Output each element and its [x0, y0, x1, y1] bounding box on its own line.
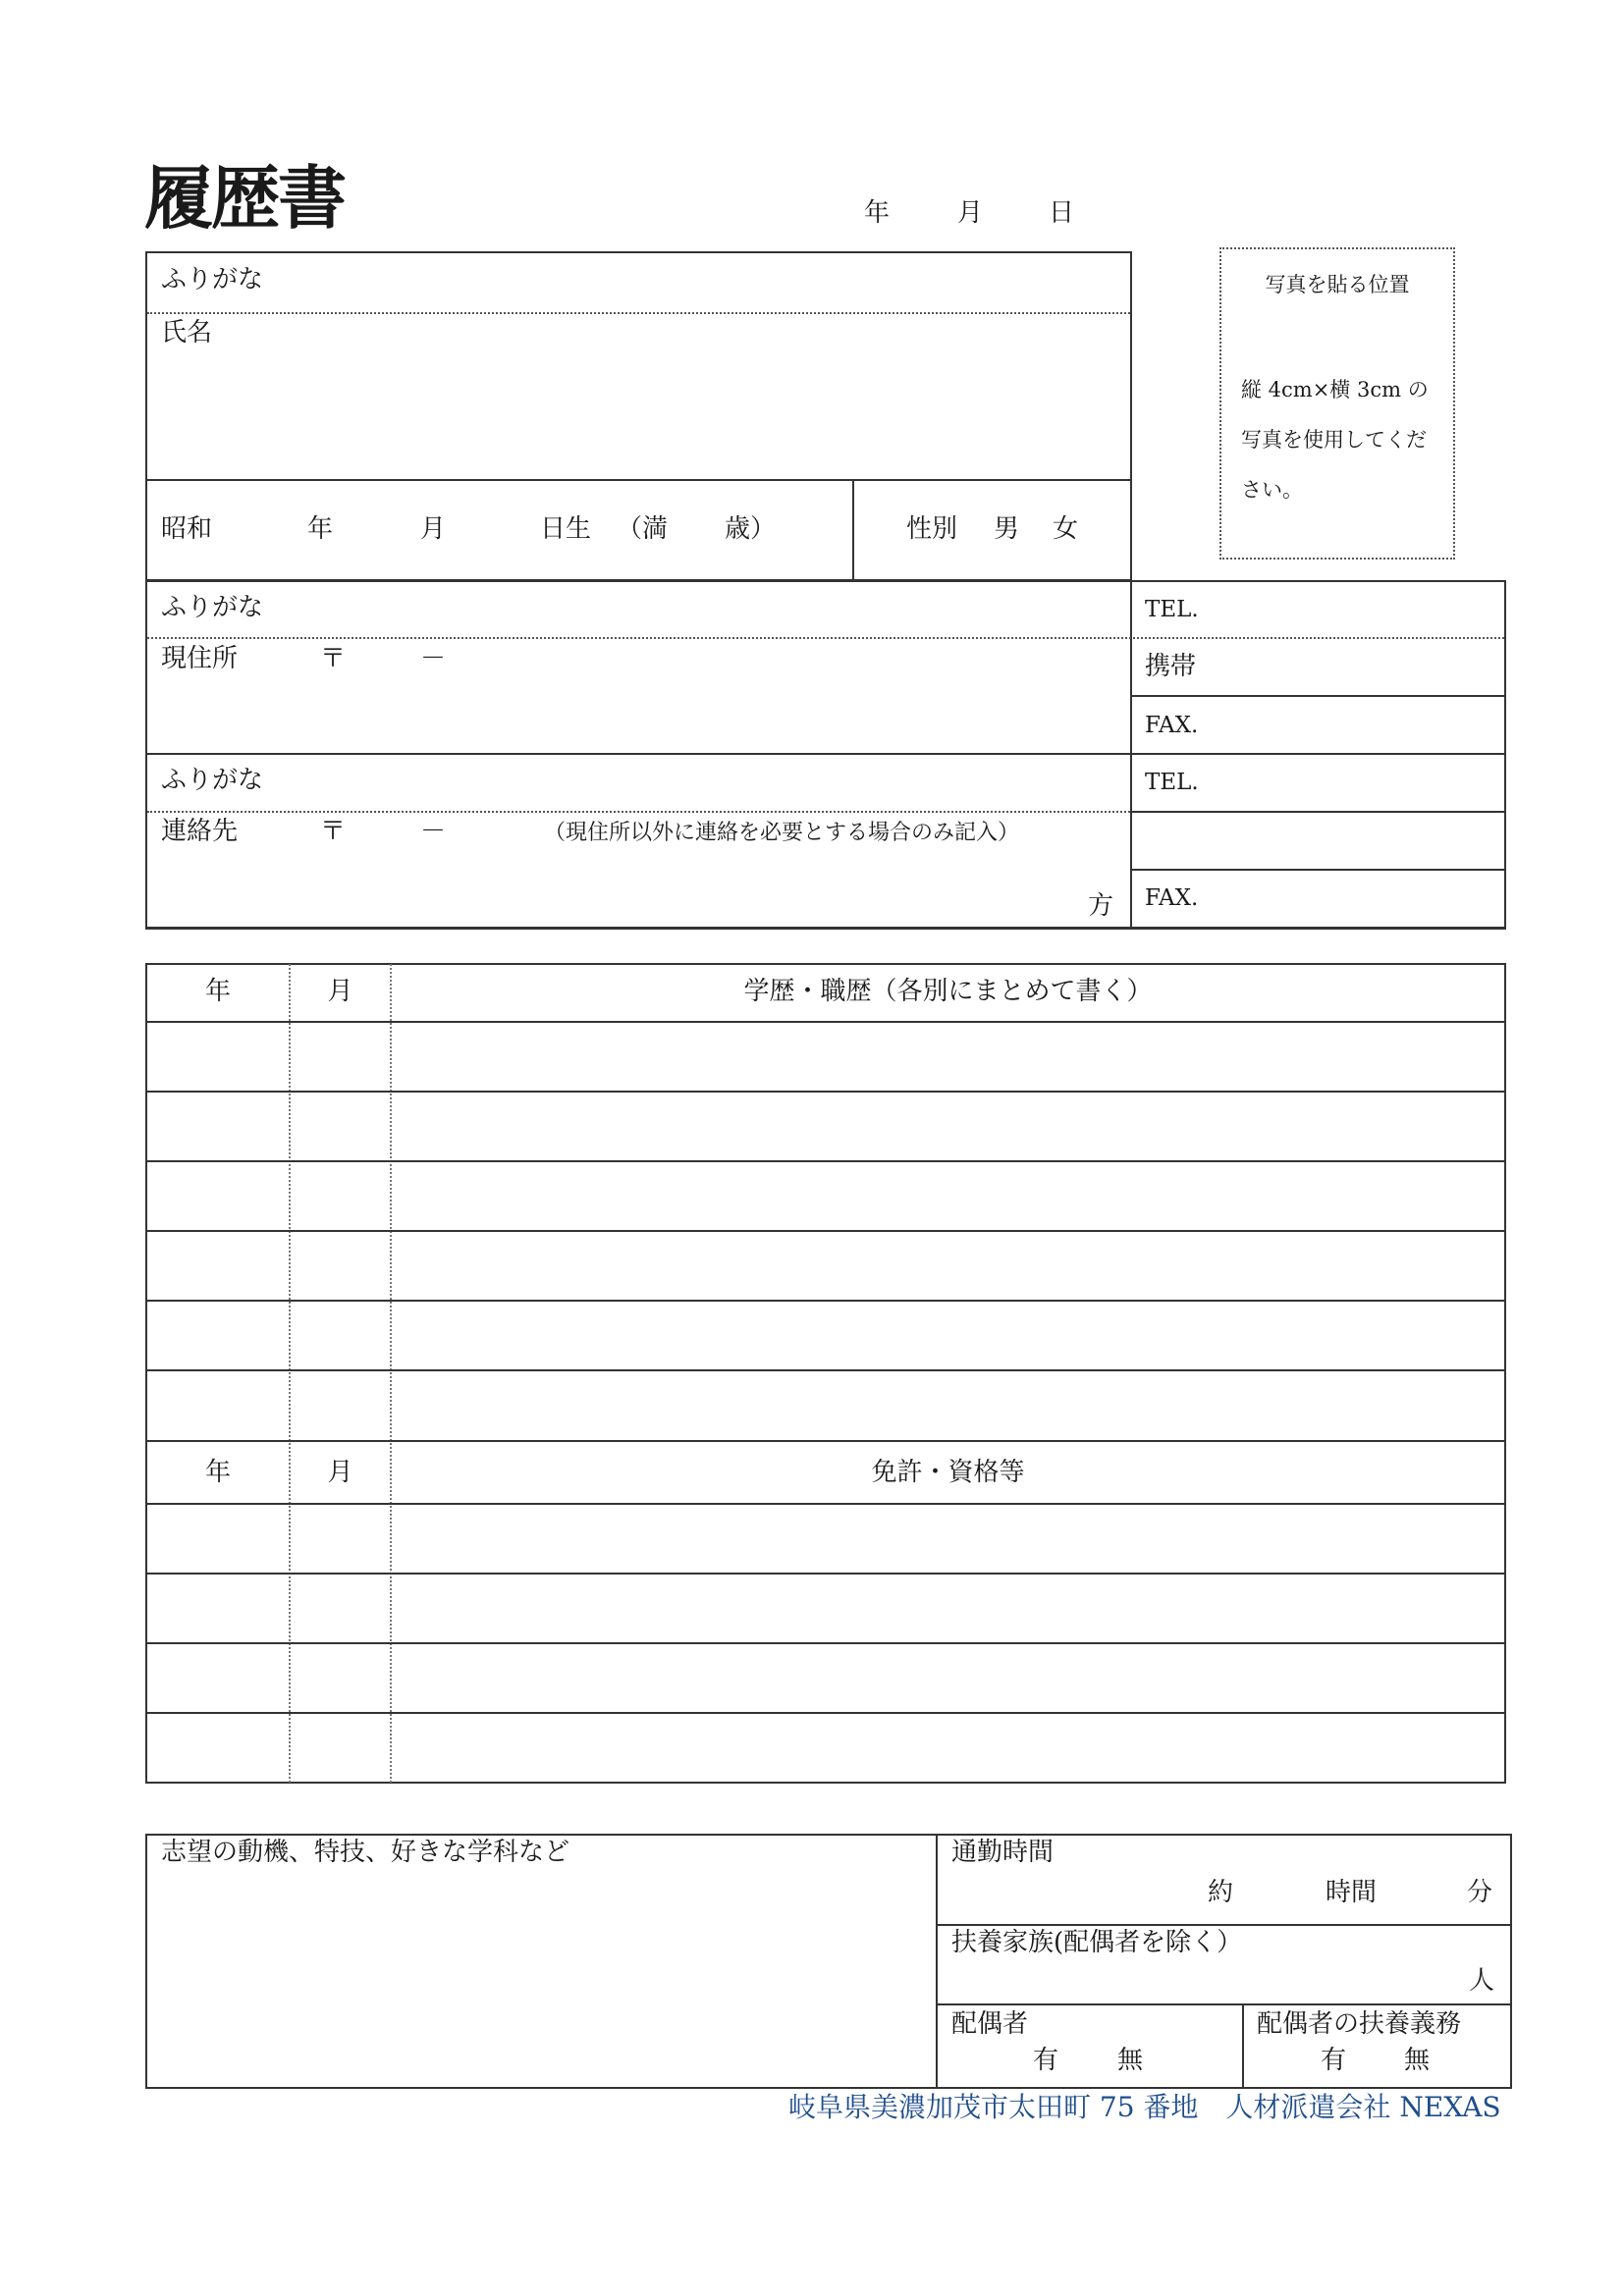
motivation-input-area[interactable]	[157, 1871, 923, 2079]
name-furigana-divider	[147, 312, 1130, 314]
contact-label: 連絡先	[161, 817, 239, 846]
gender-female-option[interactable]: 女	[1053, 514, 1079, 544]
spouse-support-divider	[1242, 2004, 1244, 2088]
birth-month-label: 月	[420, 514, 447, 544]
commute-dependents-divider	[937, 1924, 1510, 1926]
contact-tel-divider	[1131, 811, 1504, 813]
history-rows-area[interactable]	[147, 1023, 1504, 1439]
gender-label: 性別	[906, 514, 958, 544]
spouse-label: 配偶者	[951, 2009, 1029, 2039]
contact-furigana-label: ふりがな	[161, 766, 264, 795]
address-label: 現住所	[161, 644, 239, 673]
address-postal-mark: 〒	[320, 644, 347, 673]
spouse-yes-option[interactable]: 有	[1033, 2046, 1059, 2075]
dependents-unit-label: 人	[1469, 1966, 1495, 1996]
licenses-header-top-line	[147, 1440, 1504, 1442]
address-furigana-divider	[147, 637, 1504, 639]
commute-approx-label: 約	[1208, 1878, 1234, 1907]
company-footer: 岐阜県美濃加茂市太田町 75 番地 人材派遣会社 NEXAS	[788, 2091, 1501, 2123]
age-close-label: 歳）	[725, 514, 777, 544]
name-label: 氏名	[161, 318, 213, 347]
contact-fax-label: FAX.	[1145, 885, 1199, 911]
photo-placeholder	[1219, 247, 1455, 560]
date-month-label: 月	[957, 198, 984, 228]
birth-era-label: 昭和	[161, 514, 213, 544]
gender-divider	[852, 480, 854, 580]
dependents-spouse-divider	[937, 2003, 1510, 2005]
address-input-area[interactable]	[157, 677, 1119, 746]
licenses-year-header: 年	[204, 1458, 231, 1487]
name-furigana-label: ふりがな	[161, 265, 264, 294]
licenses-title: 免許・資格等	[871, 1458, 1025, 1487]
address-fax-label: FAX.	[1145, 713, 1199, 738]
mobile-fax-divider	[1131, 695, 1504, 697]
page-title: 履歴書	[144, 157, 345, 239]
contact-tel-label: TEL.	[1145, 770, 1199, 795]
contact-note: （現住所以外に連絡を必要とする場合のみ記入）	[544, 821, 1020, 845]
licenses-rows-area[interactable]	[147, 1505, 1504, 1782]
spouse-no-option[interactable]: 無	[1117, 2046, 1144, 2075]
history-year-header: 年	[204, 977, 231, 1006]
history-title: 学歴・職歴（各別にまとめて書く）	[743, 977, 1153, 1006]
licenses-month-header: 月	[327, 1458, 353, 1487]
photo-note: 縦 4cm×横 3cm の写真を使用してください。	[1241, 378, 1429, 502]
address-phone-divider	[1130, 581, 1132, 929]
contact-postal-dash: －	[420, 817, 447, 846]
date-day-label: 日	[1049, 198, 1075, 228]
gender-male-option[interactable]: 男	[994, 514, 1020, 544]
spouse-support-label: 配偶者の扶養義務	[1257, 2009, 1462, 2039]
motivation-divider	[936, 1835, 938, 2088]
contact-furigana-divider	[147, 811, 1130, 813]
dependents-label: 扶養家族(配偶者を除く）	[951, 1928, 1243, 1957]
name-birth-divider	[147, 479, 1130, 481]
contact-postal-mark: 〒	[320, 817, 347, 846]
address-furigana-label: ふりがな	[161, 593, 264, 622]
address-contact-divider	[147, 753, 1504, 755]
support-no-option[interactable]: 無	[1404, 2046, 1431, 2075]
address-tel-label: TEL.	[1145, 597, 1199, 622]
age-open-label: （満	[617, 514, 669, 544]
date-year-label: 年	[864, 198, 891, 228]
history-month-header: 月	[327, 977, 353, 1006]
motivation-label: 志望の動機、特技、好きな学科など	[161, 1838, 570, 1867]
contact-fax-divider	[1131, 869, 1504, 871]
birth-year-label: 年	[307, 514, 334, 544]
commute-label: 通勤時間	[951, 1838, 1055, 1867]
name-input-area[interactable]	[157, 351, 1119, 469]
address-bottom-thick-line	[145, 927, 1506, 930]
commute-minutes-label: 分	[1467, 1878, 1493, 1907]
contact-suffix: 方	[1088, 891, 1114, 921]
address-mobile-label: 携帯	[1145, 652, 1197, 681]
commute-hours-label: 時間	[1326, 1878, 1378, 1907]
address-postal-dash: －	[420, 644, 447, 673]
support-yes-option[interactable]: 有	[1321, 2046, 1347, 2075]
birth-day-label: 日生	[540, 514, 592, 544]
contact-input-area[interactable]	[157, 850, 1070, 919]
photo-label: 写真を貼る位置	[1265, 273, 1410, 296]
